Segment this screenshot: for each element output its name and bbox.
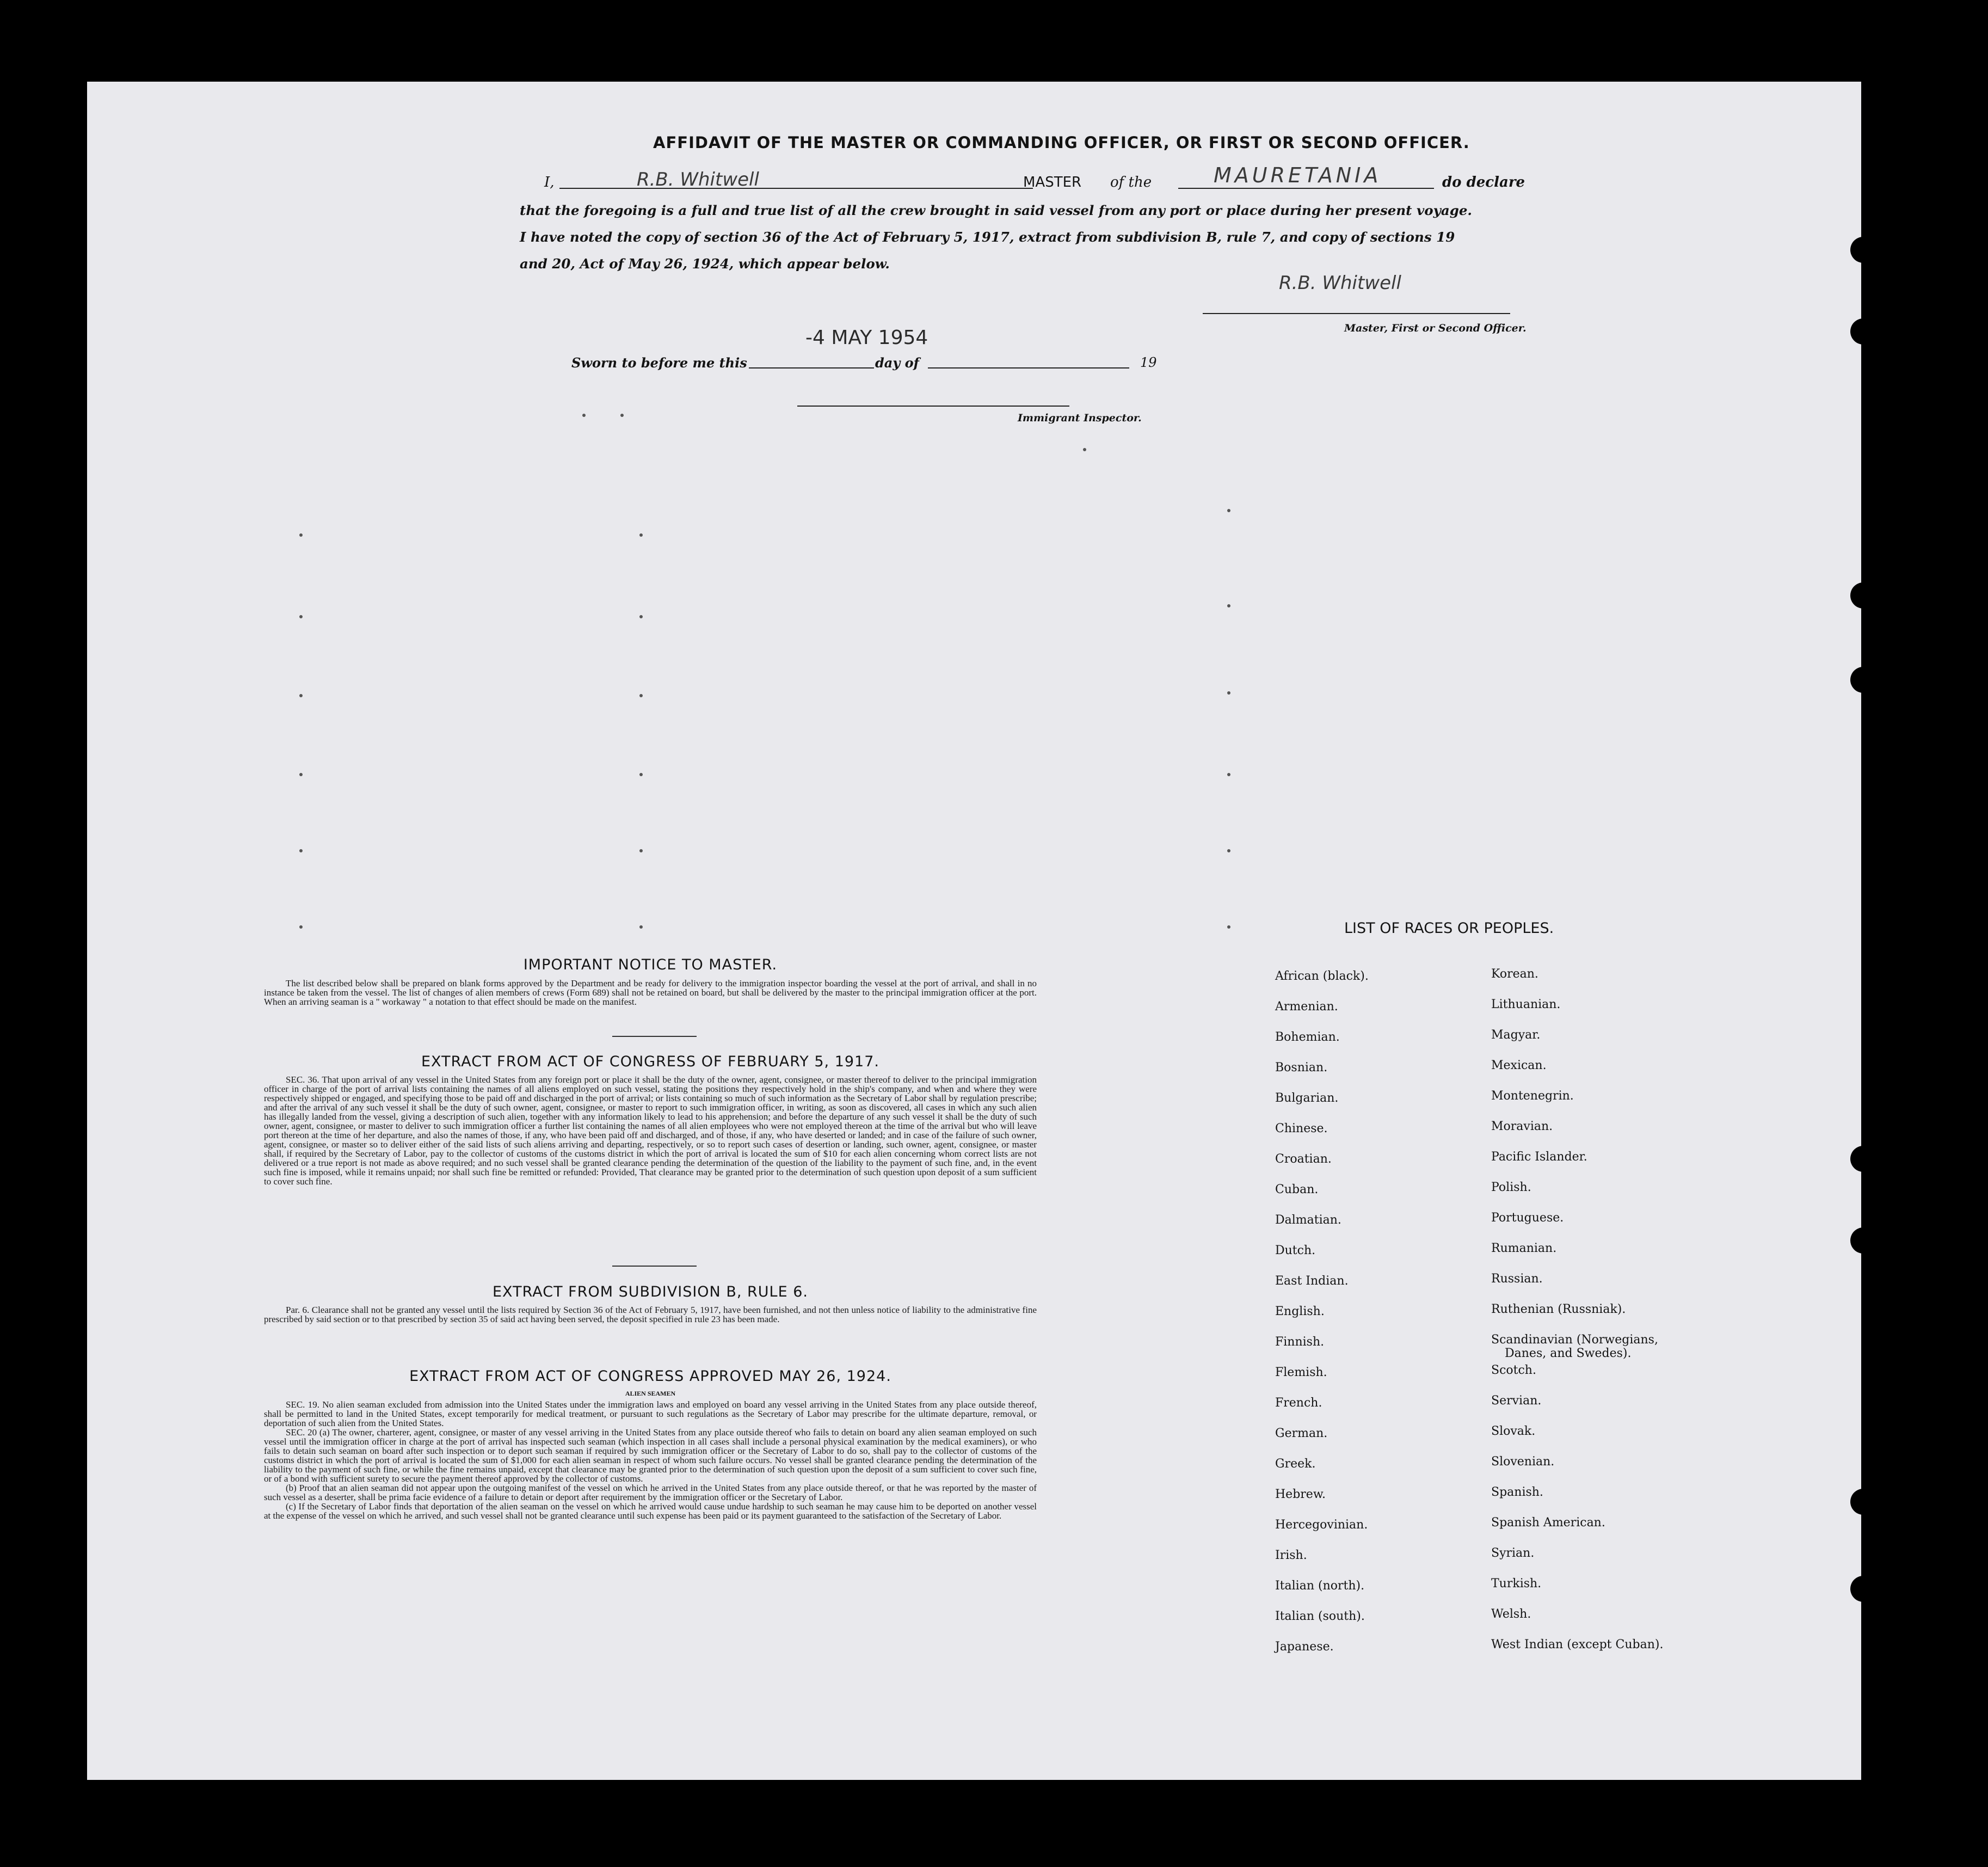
race-item: Mexican. — [1491, 1059, 1547, 1072]
sworn-label: Sworn to before me this — [571, 355, 747, 371]
date-stamp: -4 MAY 1954 — [805, 327, 928, 349]
race-item-continuation: Danes, and Swedes). — [1505, 1347, 1632, 1360]
do-declare-label: do declare — [1442, 174, 1525, 191]
notice-text — [264, 979, 1037, 1006]
punch-hole — [1850, 667, 1876, 693]
race-item: Slovenian. — [1491, 1455, 1555, 1469]
sworn-month-rule — [928, 367, 1129, 369]
act-1924-sec19: SEC. 19. No alien seaman excluded from admission into the United States under the immigration laws and employed on board any vessel arriving in the United States from any place outside thereof, shall be permitted to land in the United States, except temporarily for medical treatment, or pursuant to such regulations as the Secretary of Labor may prescribe for the ultimate departure, removal, or deportation of such alien from the United States. — [264, 1399, 1037, 1428]
race-item: Dalmatian. — [1275, 1213, 1341, 1227]
bleed-dot — [299, 615, 303, 618]
bleed-dot — [299, 694, 303, 697]
bleed-dot — [1227, 925, 1230, 929]
race-item: Chinese. — [1275, 1122, 1328, 1135]
affidavit-line-4: and 20, Act of May 26, 1924, which appear below. — [520, 256, 890, 272]
race-item: Lithuanian. — [1491, 998, 1561, 1011]
races-title: LIST OF RACES OR PEOPLES. — [1344, 920, 1554, 937]
subdivision-par6: Par. 6. Clearance shall not be granted any vessel until the lists required by Section 36 of the Act of February 5, 1917, have been furnished, and not then unless notice of liability to the administrative fine prescribed by said section or to that prescribed by section 35 of said act having been served, the deposit specified in rule 23 has been made. — [264, 1305, 1037, 1324]
bleed-dot — [639, 533, 643, 537]
race-item: Bulgarian. — [1275, 1091, 1339, 1105]
race-item: Finnish. — [1275, 1335, 1325, 1349]
race-item: Japanese. — [1275, 1640, 1334, 1654]
bleed-dot — [639, 849, 643, 852]
name-rule — [559, 188, 1033, 189]
bleed-dot — [1227, 604, 1230, 607]
race-item: Armenian. — [1275, 1000, 1338, 1014]
race-item: Spanish American. — [1491, 1516, 1605, 1530]
bleed-dot — [1083, 448, 1086, 451]
bleed-dot — [299, 773, 303, 776]
race-item: African (black). — [1275, 969, 1369, 983]
bleed-dot — [1227, 509, 1230, 512]
punch-hole — [1850, 1227, 1876, 1254]
race-item: Magyar. — [1491, 1028, 1541, 1042]
race-item: Syrian. — [1491, 1546, 1535, 1560]
inspector-caption: Immigrant Inspector. — [1018, 412, 1142, 424]
of-the-label: of the — [1110, 174, 1152, 191]
punch-hole — [1850, 1489, 1876, 1515]
act-1917-sec36: SEC. 36. That upon arrival of any vessel in the United States from any foreign port or place it shall be the duty of the owner, agent, consignee, or master thereof to deliver to the principal immigration officer in charge of the port of arrival lists containing the names of all aliens employed on such vessel, stating the positions they respectively hold in the ship's company, and when and where they were respectively shipped or engaged, and specifying those to be paid off and discharged in the port of arrival; or lists containing so much of such information as the Secretary of Labor shall by regulation prescribe; and after the arrival of any such vessel it shall be the duty of such owner, agent, consignee, or master to report to such immigration officer, in writing, as soon as discovered, all cases in which any such alien has illegally landed from the vessel, giving a description of such alien, together with any information likely to lead to his apprehension; and before the departure of any such vessel it shall be the duty of such owner, agent, consignee, or master to deliver to such immigration officer a further list containing the names of all alien employees who were not employed thereon at the time of the arrival but who will leave port thereon at the time of her departure, and also the names of those, if any, who have been paid off and discharged, and of those, if any, who have deserted or landed; and in case of the failure of such owner, agent, consignee, or master so to deliver either of the said lists of such aliens arriving and departing, respectively, or so to report such cases of desertion or landing, such owner, agent, consignee, or master shall, if required by the Secretary of Labor, pay to the collector of customs of the customs district in which the port of arrival is located the sum of $10 for each alien concerning whom correct lists are not delivered or a true report is not made as above required; and no such vessel shall be granted clearance pending the determination of the question of the liability to the payment of such fine, and, in the event such fine is imposed, while it remains unpaid; nor shall such fine be remitted or refunded: Provided, That clearance may be granted prior to the determination of such question upon deposit of a sum sufficient to cover such fine. — [264, 1074, 1037, 1187]
bleed-dot — [639, 615, 643, 618]
bleed-dot — [639, 773, 643, 776]
race-item: Russian. — [1491, 1272, 1543, 1286]
race-item: Portuguese. — [1491, 1211, 1564, 1225]
race-item: East Indian. — [1275, 1274, 1349, 1288]
section-divider — [612, 1266, 697, 1267]
officer-signature: R.B. Whitwell — [1279, 272, 1401, 294]
race-item: Irish. — [1275, 1549, 1307, 1562]
subdivision-title: EXTRACT FROM SUBDIVISION B, RULE 6. — [493, 1283, 808, 1300]
race-item: Croatian. — [1275, 1152, 1332, 1166]
bleed-dot — [299, 849, 303, 852]
race-item: Korean. — [1491, 967, 1538, 981]
race-item: Turkish. — [1491, 1577, 1542, 1590]
race-item: Italian (north). — [1275, 1579, 1365, 1593]
notice-title: IMPORTANT NOTICE TO MASTER. — [523, 956, 778, 973]
sworn-day-rule — [749, 367, 874, 369]
punch-hole — [1850, 1146, 1876, 1172]
punch-hole — [1850, 1576, 1876, 1602]
year-label: 19 — [1140, 355, 1157, 370]
act-1924-sec20c: (c) If the Secretary of Labor finds that deportation of the alien seaman on the vessel on which he arrived would cause undue hardship to such seaman he may cause him to be deported on another vessel at the expense of the vessel on which he arrived, and such vessel shall not be granted clearance until such expense has been paid or its payment guaranteed to the satisfaction of the Secretary of Labor. — [264, 1501, 1037, 1521]
act-1924-sec20b: (b) Proof that an alien seaman did not appear upon the outgoing manifest of the vessel on which he arrived in the United States from any place outside thereof, or that he was reported by the master of such vessel as a deserter, shall be prima facie evidence of a failure to detain or deport after requirement by the immigration officer or the Secretary of Labor. — [264, 1483, 1037, 1502]
affidavit-title: AFFIDAVIT OF THE MASTER OR COMMANDING OFFICER, OR FIRST OR SECOND OFFICER. — [653, 133, 1470, 152]
race-item: Hebrew. — [1275, 1488, 1326, 1501]
bleed-dot — [299, 533, 303, 537]
race-item: Pacific Islander. — [1491, 1150, 1587, 1164]
bleed-dot — [1227, 773, 1230, 776]
bleed-dot — [582, 414, 586, 417]
act-1924-sec20a: SEC. 20 (a) The owner, charterer, agent, consignee, or master of any vessel arriving in the United States from any place outside thereof who fails to detain on board any alien seaman employed on such vessel until the immigration officer in charge at the port of arrival has inspected such seaman (which inspection in all cases shall include a personal physical examination by the medical examiners), or who fails to detain such seaman on board after such inspection or to deport such seaman if required by such immigration officer or the Secretary of Labor to do so, shall pay to the collector of customs of the customs district in which the port of arrival is located the sum of $1,000 for each alien seaman in respect of whom such failure occurs. No vessel shall be granted clearance pending the determination of the liability to the payment of such fine, or while the fine remains unpaid, except that clearance may be granted prior to the determination of such question upon the deposit of a sum sufficient to cover such fine, or of a bond with sufficient surety to secure the payment thereof approved by the collector of customs. — [264, 1427, 1037, 1484]
race-item: Welsh. — [1491, 1607, 1531, 1621]
master-rank: MASTER — [1023, 174, 1082, 191]
day-of-label: day of — [875, 355, 919, 371]
race-item: Flemish. — [1275, 1366, 1327, 1379]
affidavit-i-label: I, — [544, 174, 555, 191]
race-item: Cuban. — [1275, 1183, 1319, 1196]
punch-hole — [1850, 237, 1876, 263]
race-item: Dutch. — [1275, 1244, 1316, 1257]
race-item: English. — [1275, 1305, 1325, 1318]
race-item: Bohemian. — [1275, 1030, 1340, 1044]
race-item: West Indian (except Cuban). — [1491, 1638, 1664, 1651]
act-1924-title: EXTRACT FROM ACT OF CONGRESS APPROVED MAY 26, 1924. — [409, 1368, 891, 1385]
race-item: Hercegovinian. — [1275, 1518, 1368, 1532]
race-item: Greek. — [1275, 1457, 1316, 1471]
act-1917-title: EXTRACT FROM ACT OF CONGRESS OF FEBRUARY 5, 1917. — [421, 1053, 879, 1070]
race-item: Scotch. — [1491, 1364, 1536, 1377]
bleed-dot — [639, 694, 643, 697]
vessel-rule — [1178, 188, 1434, 189]
bleed-dot — [299, 925, 303, 929]
act-1924-text — [264, 1400, 1037, 1520]
race-item: Montenegrin. — [1491, 1089, 1574, 1103]
officer-caption: Master, First or Second Officer. — [1344, 322, 1527, 334]
race-item: Scandinavian (Norwegians, — [1491, 1333, 1658, 1347]
master-signature: R.B. Whitwell — [637, 169, 759, 191]
race-item: Moravian. — [1491, 1120, 1553, 1133]
act-1924-subtitle: ALIEN SEAMEN — [625, 1390, 676, 1397]
punch-hole — [1850, 582, 1876, 609]
race-item: Servian. — [1491, 1394, 1542, 1408]
affidavit-line-3: I have noted the copy of section 36 of the Act of February 5, 1917, extract from subdivision B, rule 7, and copy of sections 19 — [520, 229, 1455, 245]
officer-signature-rule — [1203, 313, 1510, 314]
section-divider — [612, 1036, 697, 1037]
bleed-dot — [1227, 849, 1230, 852]
bleed-dot — [1227, 691, 1230, 695]
race-item: Italian (south). — [1275, 1610, 1365, 1623]
subdivision-text — [264, 1305, 1037, 1324]
race-item: Rumanian. — [1491, 1242, 1557, 1255]
bleed-dot — [639, 925, 643, 929]
race-item: Ruthenian (Russniak). — [1491, 1303, 1626, 1316]
affidavit-line-2: that the foregoing is a full and true list of all the crew brought in said vessel from any port or place during her present voyage. — [520, 202, 1472, 218]
race-item: Bosnian. — [1275, 1061, 1328, 1074]
act-1917-text — [264, 1075, 1037, 1186]
race-item: Spanish. — [1491, 1485, 1543, 1499]
race-item: Slovak. — [1491, 1424, 1536, 1438]
punch-hole — [1850, 318, 1876, 345]
notice-paragraph: The list described below shall be prepared on blank forms approved by the Department and be ready for delivery to the immigration inspector boarding the vessel at the port of arrival, and shall in no instance be taken from the vessel. The list of changes of alien members of crews (Form 689) shall not be retained on board, but shall be delivered by the master to the principal immigration officer at the port. When an arriving seaman is a " workaway " a notation to that effect should be made on the manifest. — [264, 978, 1037, 1007]
inspector-rule — [797, 406, 1069, 407]
vessel-name: MAURETANIA — [1214, 163, 1382, 187]
race-item: German. — [1275, 1427, 1328, 1440]
bleed-dot — [620, 414, 624, 417]
race-item: Polish. — [1491, 1181, 1531, 1194]
race-item: French. — [1275, 1396, 1322, 1410]
